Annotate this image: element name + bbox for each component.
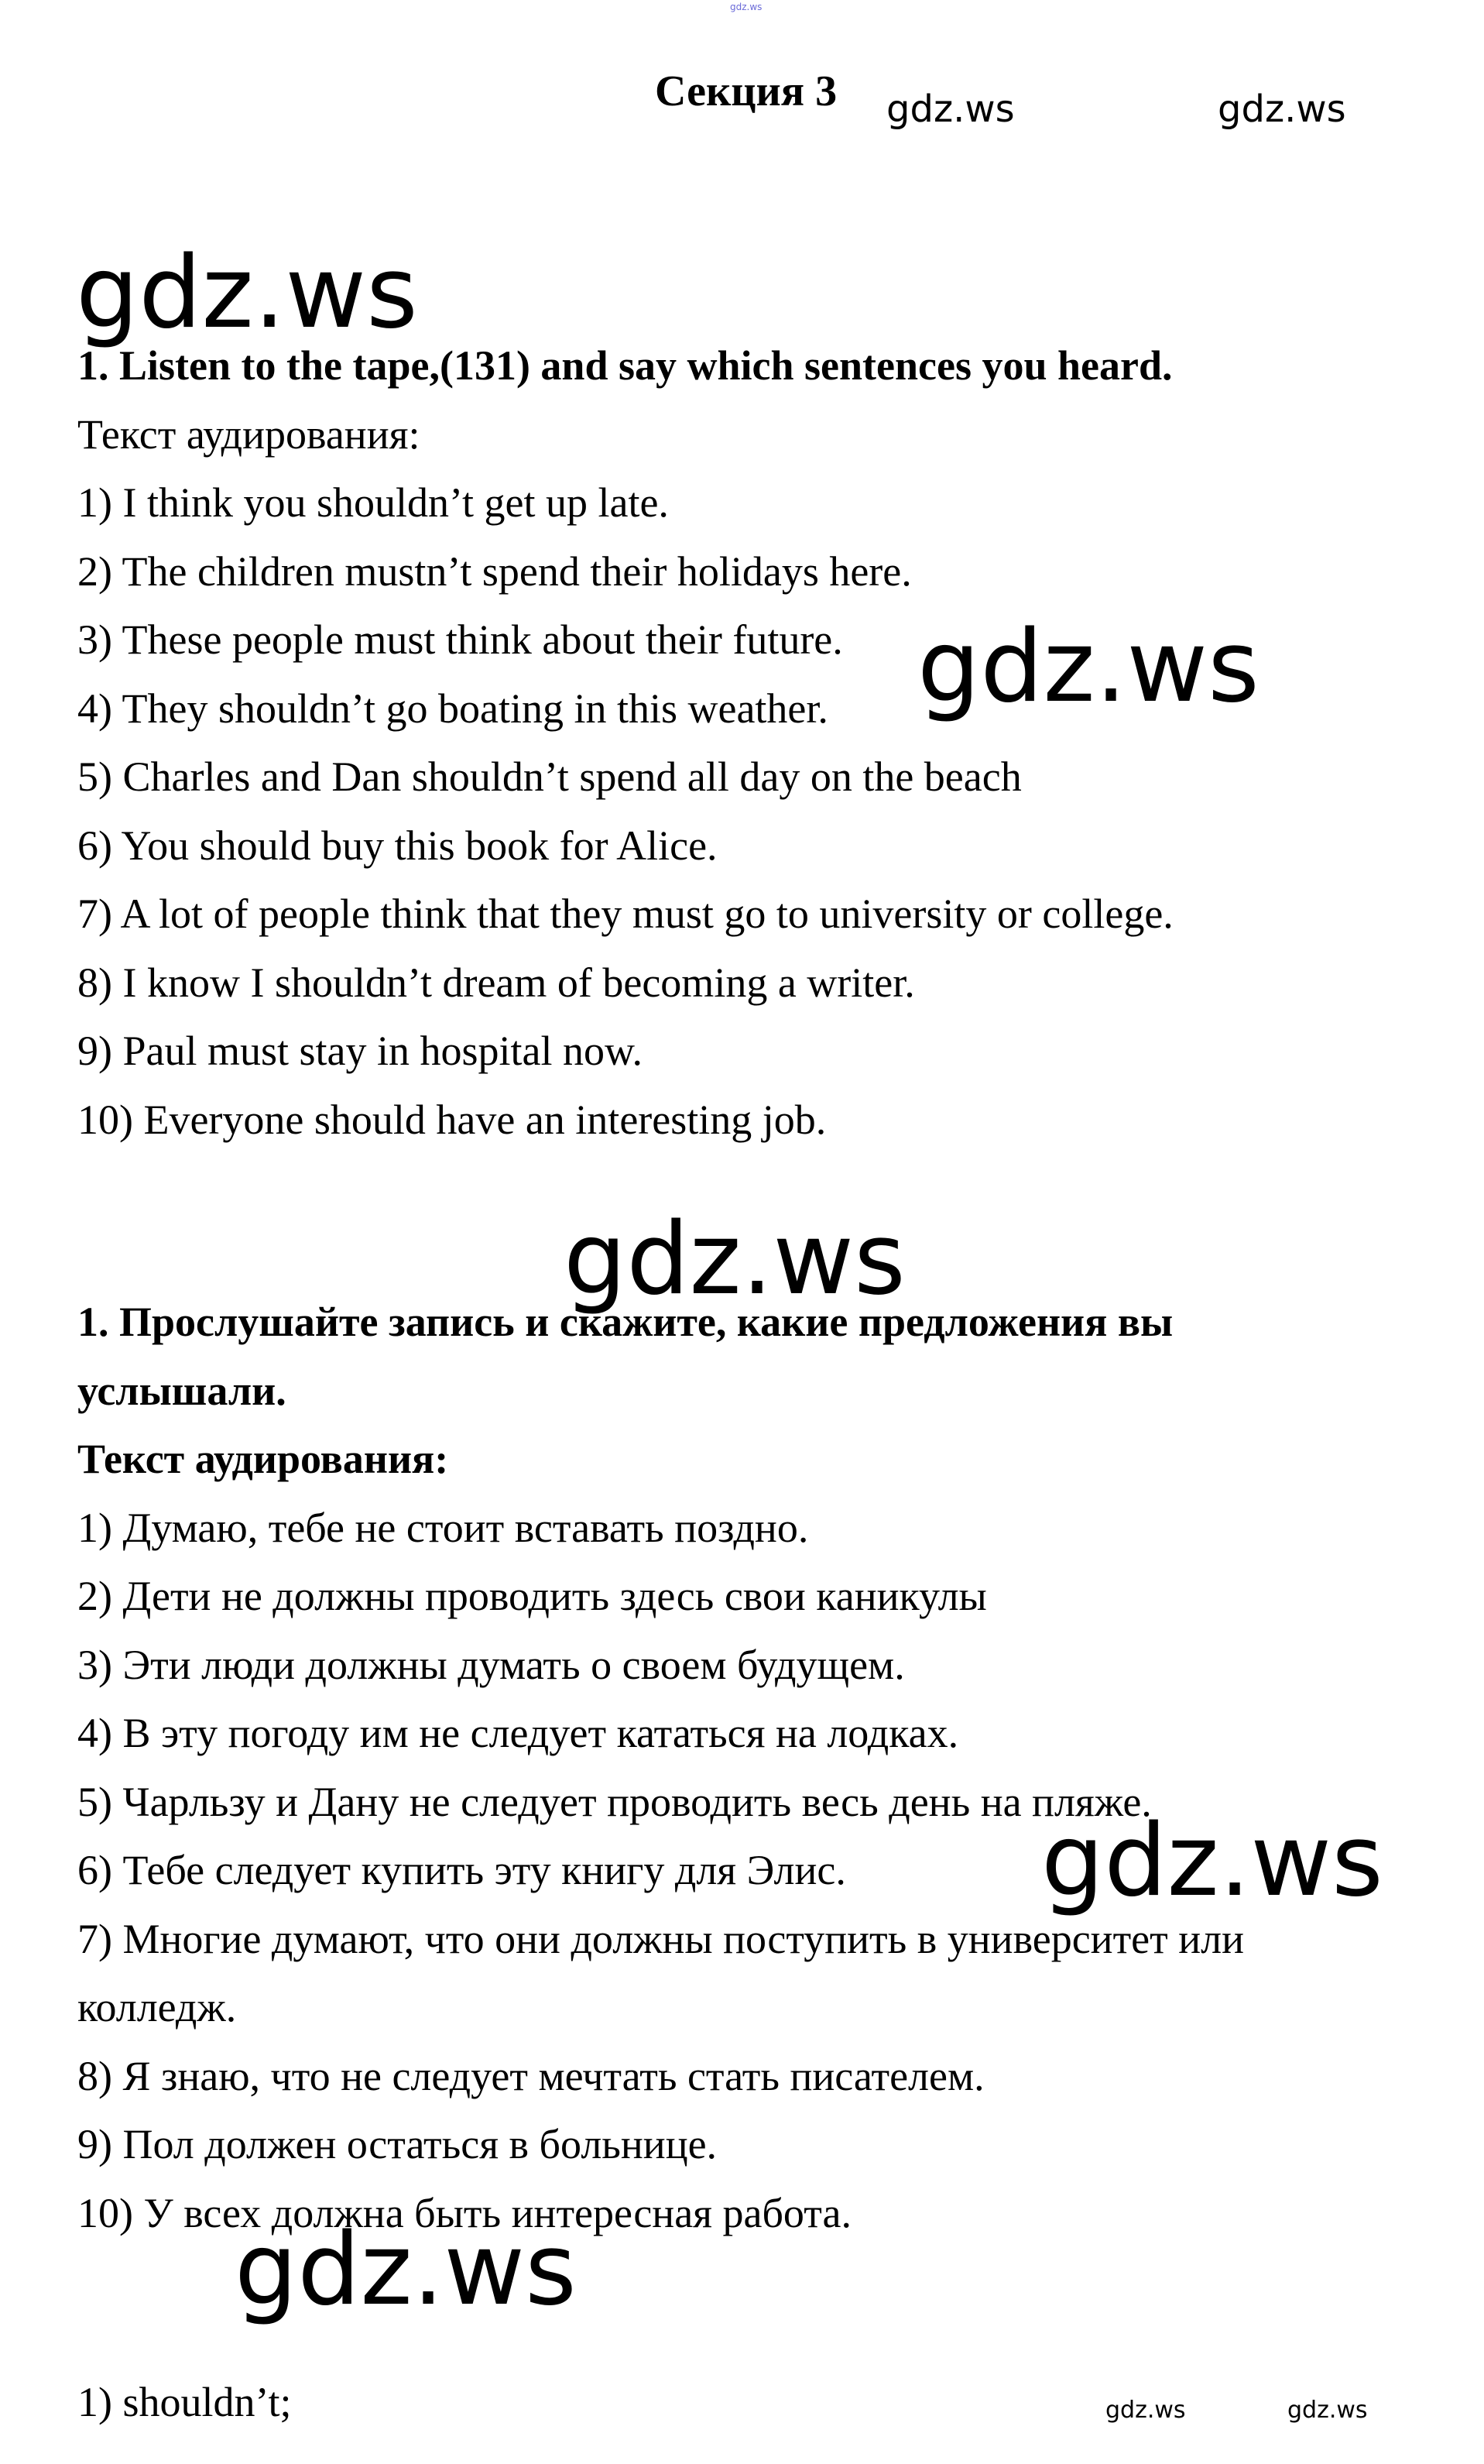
russian-item: 10) У всех должна быть интересная работа. — [77, 2189, 852, 2236]
watermark-header-right: gdz.ws — [1218, 88, 1346, 131]
watermark-footer-right: gdz.ws — [1287, 2397, 1368, 2424]
english-item: 1) I think you shouldn’t get up late. — [77, 479, 669, 526]
watermark-big-2: gdz.ws — [917, 609, 1260, 725]
watermark-big-5: gdz.ws — [235, 2212, 577, 2328]
english-heading: 1. Listen to the tape,(131) and say which sentences you heard. — [77, 342, 1173, 389]
english-item: 4) They shouldn’t go boating in this weather. — [77, 685, 828, 732]
english-item: 3) These people must think about their future. — [77, 616, 843, 663]
russian-subheading: Текст аудирования: — [77, 1436, 449, 1482]
watermark-big-4: gdz.ws — [1041, 1803, 1383, 1919]
english-item: 8) I know I shouldn’t dream of becoming a writer. — [77, 959, 915, 1006]
russian-heading-line1: 1. Прослушайте запись и скажите, какие предложения вы — [77, 1299, 1174, 1345]
english-item: 6) You should buy this book for Alice. — [77, 822, 718, 869]
russian-item: 9) Пол должен остаться в больнице. — [77, 2121, 718, 2167]
page-title: Секция 3 — [655, 67, 838, 115]
russian-item: колледж. — [77, 1984, 237, 2030]
russian-item: 6) Тебе следует купить эту книгу для Элис. — [77, 1847, 846, 1893]
russian-item: 7) Многие думают, что они должны поступить в университет или — [77, 1915, 1244, 1962]
english-item: 9) Paul must stay in hospital now. — [77, 1028, 643, 1074]
russian-item: 5) Чарльзу и Дану не следует проводить весь день на пляже. — [77, 1778, 1152, 1825]
english-item: 7) A lot of people think that they must go to university or college. — [77, 891, 1174, 937]
watermark-top-micro: gdz.ws — [730, 2, 763, 12]
watermark-big-3: gdz.ws — [564, 1202, 906, 1317]
english-subheading: Текст аудирования: — [77, 410, 420, 458]
english-item: 10) Everyone should have an interesting job. — [77, 1096, 827, 1143]
russian-heading-line2: услышали. — [77, 1367, 286, 1414]
english-item: 5) Charles and Dan shouldn’t spend all day on the beach — [77, 753, 1022, 800]
russian-item: 3) Эти люди должны думать о своем будущем. — [77, 1641, 905, 1688]
answer-line: 1) shouldn’t; — [77, 2379, 292, 2425]
watermark-big-1: gdz.ws — [76, 235, 418, 351]
watermark-footer-left: gdz.ws — [1105, 2397, 1186, 2424]
english-item: 2) The children mustn’t spend their holidays here. — [77, 547, 912, 595]
russian-section — [77, 1288, 1393, 2247]
english-section — [77, 331, 1393, 1154]
russian-item: 8) Я знаю, что не следует мечтать стать писателем. — [77, 2052, 985, 2099]
russian-item: 2) Дети не должны проводить здесь свои каникулы — [77, 1573, 987, 1619]
russian-item: 4) В эту погоду им не следует кататься на лодках. — [77, 1710, 959, 1756]
watermark-header-left: gdz.ws — [886, 88, 1015, 131]
russian-item: 1) Думаю, тебе не стоит вставать поздно. — [77, 1504, 809, 1551]
